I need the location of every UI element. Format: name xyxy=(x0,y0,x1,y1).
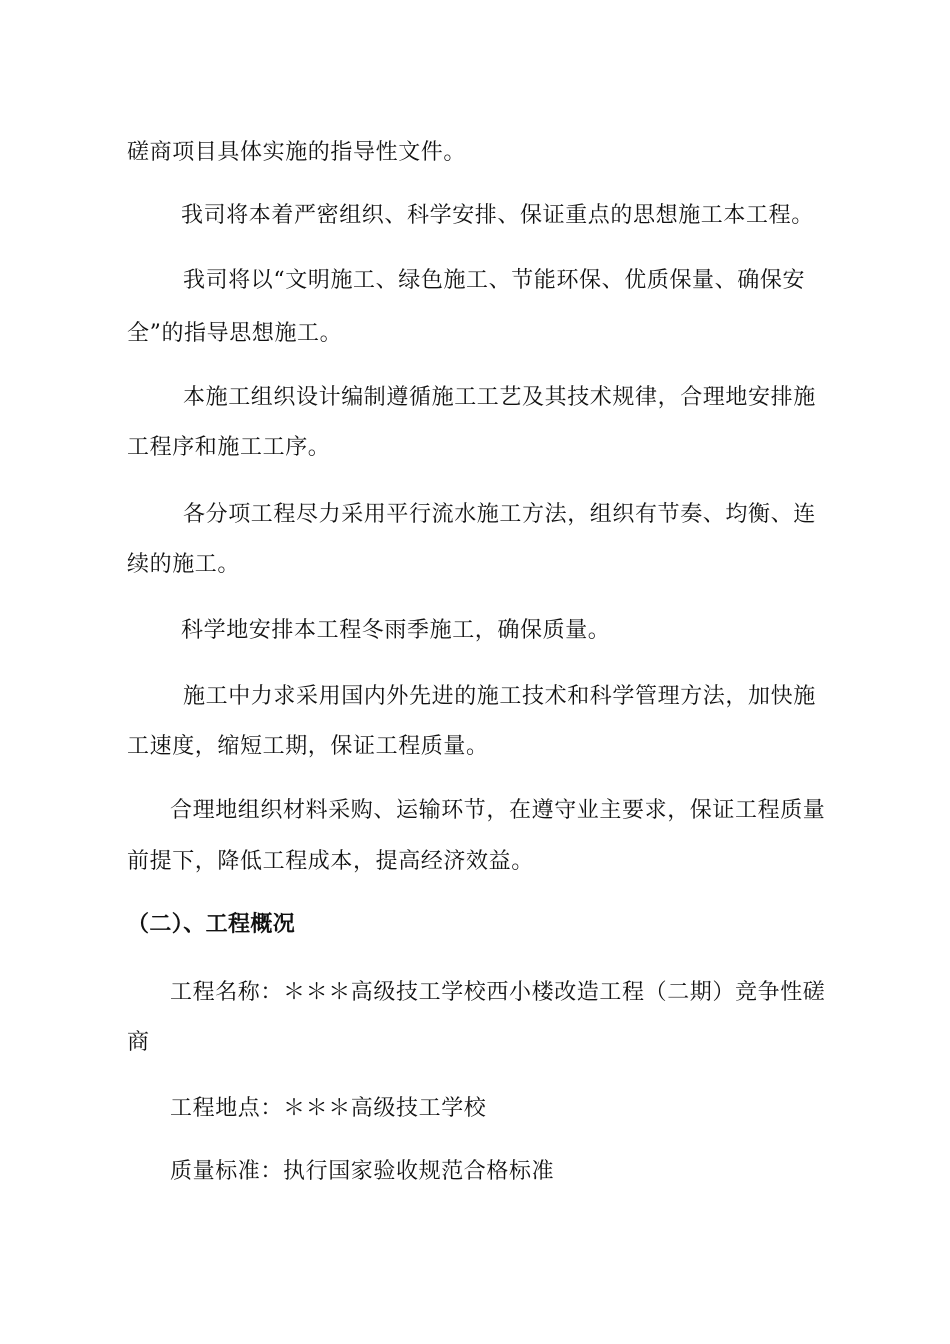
paragraph-line: 工程名称：＊＊＊高级技工学校西小楼改造工程（二期）竞争性磋 xyxy=(170,980,826,1005)
paragraph-line: 各分项工程尽力采用平行流水施工方法，组织有节奏、均衡、连 xyxy=(183,502,816,527)
section-heading: （二）、工程概况 xyxy=(127,912,296,937)
paragraph-line: 科学地安排本工程冬雨季施工，确保质量。 xyxy=(181,618,611,643)
paragraph-line: 工程地点：＊＊＊高级技工学校 xyxy=(170,1096,487,1121)
paragraph-line: 工程序和施工工序。 xyxy=(127,435,331,460)
paragraph-line: 前提下，降低工程成本，提高经济效益。 xyxy=(127,849,534,874)
paragraph-line: 本施工组织设计编制遵循施工工艺及其技术规律，合理地安排施 xyxy=(183,385,816,410)
paragraph-line: 我司将以“文明施工、绿色施工、节能环保、优质保量、确保安 xyxy=(183,268,806,293)
paragraph-line: 工速度，缩短工期，保证工程质量。 xyxy=(127,734,489,759)
paragraph-line: 续的施工。 xyxy=(127,552,241,577)
paragraph-line: 商 xyxy=(127,1030,150,1055)
paragraph-line: 质量标准：执行国家验收规范合格标准 xyxy=(170,1159,555,1184)
paragraph-line: 磋商项目具体实施的指导性文件。 xyxy=(127,140,467,165)
paragraph-line: 我司将本着严密组织、科学安排、保证重点的思想施工本工程。 xyxy=(181,203,814,228)
paragraph-line: 合理地组织材料采购、运输环节，在遵守业主要求，保证工程质量 xyxy=(170,798,826,823)
paragraph-line: 施工中力求采用国内外先进的施工技术和科学管理方法，加快施 xyxy=(183,684,816,709)
paragraph-line: 全”的指导思想施工。 xyxy=(127,321,343,346)
